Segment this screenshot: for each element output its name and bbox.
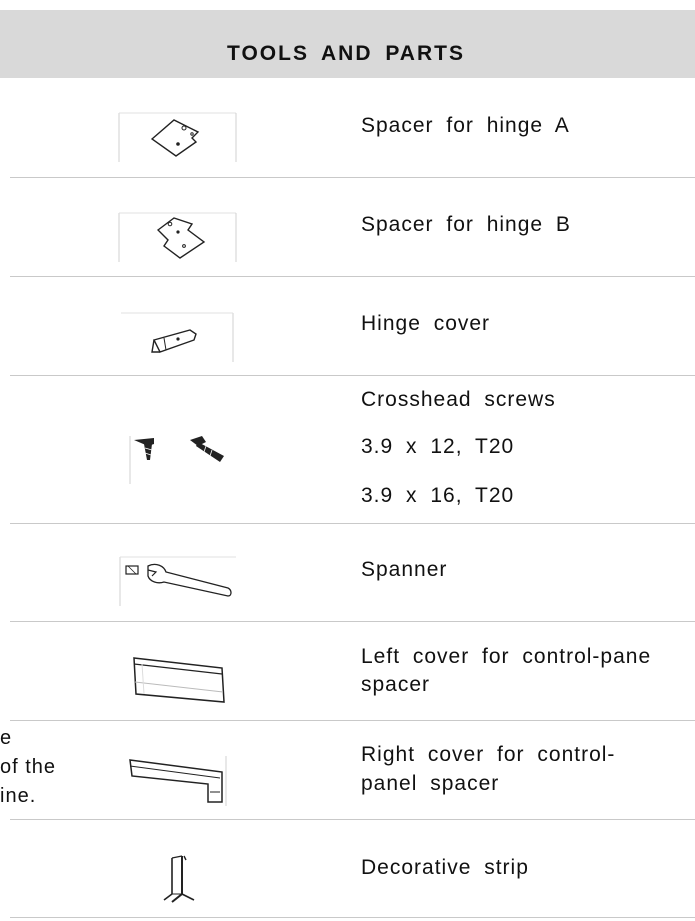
hinge-spacer-a-icon — [118, 112, 240, 164]
decorative-strip-icon — [150, 850, 200, 906]
part-spec: 3.9 x 12, T20 — [361, 435, 515, 458]
row-divider — [10, 523, 695, 524]
row-divider — [10, 720, 695, 721]
hinge-spacer-b-icon — [118, 212, 240, 264]
row-divider — [10, 917, 695, 918]
part-name: Spacer for hinge B — [361, 213, 571, 236]
row-divider — [10, 177, 695, 178]
part-name: Decorative strip — [361, 856, 529, 879]
part-name: Hinge cover — [361, 312, 491, 335]
part-name: Spacer for hinge A — [361, 114, 570, 137]
hinge-cover-icon — [120, 312, 236, 364]
part-spec: 3.9 x 16, T20 — [361, 484, 515, 507]
part-name: Spanner — [361, 558, 448, 581]
row-divider — [10, 621, 695, 622]
right-cover-icon — [124, 752, 230, 808]
part-name: Crosshead screws — [361, 388, 556, 411]
row-divider — [10, 375, 695, 376]
left-cover-icon — [128, 652, 228, 708]
part-name: Left cover for control-pane — [361, 645, 652, 668]
part-name-continued: spacer — [361, 673, 431, 696]
page-title: TOOLS AND PARTS — [227, 42, 465, 65]
row-divider — [10, 819, 695, 820]
row-divider — [10, 276, 695, 277]
left-column-fragment-3: of the — [0, 756, 57, 778]
part-name-continued: panel spacer — [361, 772, 500, 795]
part-name: Right cover for control- — [361, 743, 616, 766]
spanner-icon — [118, 556, 240, 608]
left-column-fragment-2: e — [0, 727, 13, 749]
left-column-fragment-4: ine. — [0, 785, 37, 807]
crosshead-screws-icon — [128, 430, 228, 486]
